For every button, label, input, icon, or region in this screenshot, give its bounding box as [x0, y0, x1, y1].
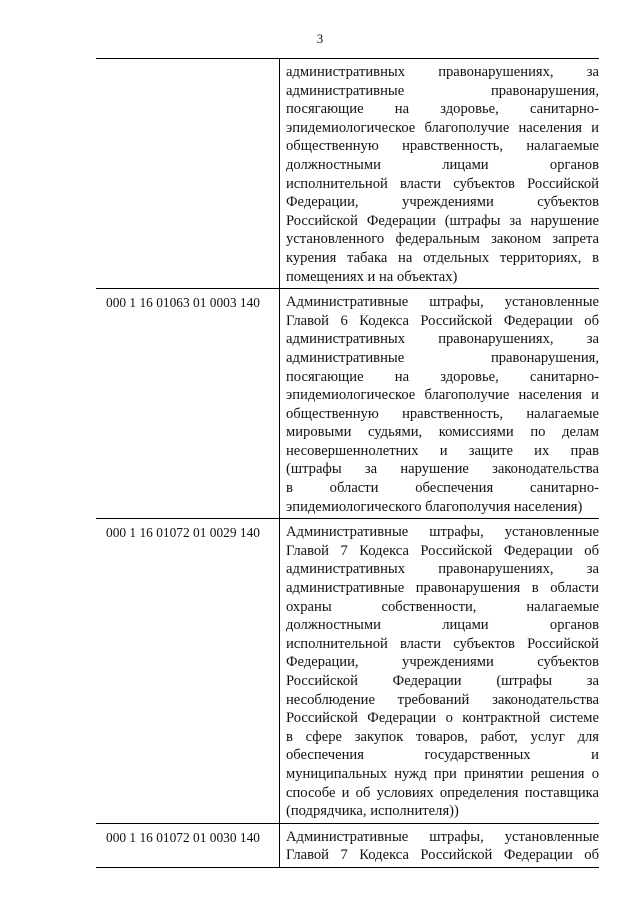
description-line: способе и об условиях определения поставщика: [286, 784, 599, 801]
description-line: административных правонарушениях, за: [286, 64, 599, 80]
table-row: [96, 519, 599, 824]
code-description: [280, 289, 599, 518]
description-line: исполнительной власти субъектов Российской: [286, 175, 599, 192]
description-line: обеспечения государственных и: [286, 747, 599, 764]
description-line: Российской Федерации о контрактной системе: [286, 710, 599, 727]
description-line: несоблюдение требований законодательства: [286, 691, 599, 708]
description-line: административные правонарушения в области: [286, 580, 599, 597]
description-line: Федерации, учреждениями субъектов: [286, 654, 599, 671]
description-line: эпидемиологического благополучия населения): [286, 498, 583, 515]
description-line: установленного федеральным законом запрета: [286, 231, 599, 248]
description-line: мировыми судьями, комиссиями по делам: [286, 424, 599, 441]
description-line: охраны собственности, налагаемые: [286, 598, 599, 615]
classification-code: 000 1 16 01072 01 0030 140: [96, 824, 280, 867]
table-row: [96, 289, 599, 519]
code-description: [280, 59, 599, 288]
budget-code-table: [96, 58, 599, 868]
description-line: должностными лицами органов: [286, 156, 599, 173]
description-line: Главой 7 Кодекса Российской Федерации об: [286, 542, 599, 559]
code-description: [280, 824, 599, 867]
description-line: административные правонарушения,: [286, 82, 599, 99]
description-line: (штрафы за нарушение законодательства: [286, 461, 599, 478]
description-line: посягающие на здоровье, санитарно-: [286, 368, 599, 385]
classification-code: 000 1 16 01072 01 0029 140: [96, 519, 280, 823]
description-line: должностными лицами органов: [286, 617, 599, 634]
description-line: эпидемиологическое благополучие населения и: [286, 119, 599, 136]
description-line: Административные штрафы, установленные: [286, 294, 599, 311]
description-line: Федерации, учреждениями субъектов: [286, 194, 599, 211]
description-line: эпидемиологическое благополучие населения и: [286, 387, 599, 404]
description-line: в сфере закупок товаров, работ, услуг для: [286, 728, 599, 745]
description-line: исполнительной власти субъектов Российской: [286, 635, 599, 652]
description-line: Главой 7 Кодекса Российской Федерации об: [286, 847, 599, 864]
description-line: несовершеннолетних и защите их прав: [286, 442, 599, 459]
classification-code: 000 1 16 01063 01 0003 140: [96, 289, 280, 518]
description-line: общественную нравственность, налагаемые: [286, 405, 599, 422]
description-line: курения табака на отдельных территориях, в: [286, 249, 599, 266]
description-line: помещениях и на объектах): [286, 268, 458, 285]
description-line: посягающие на здоровье, санитарно-: [286, 101, 599, 118]
description-line: Российской Федерации (штрафы за: [286, 673, 599, 689]
table-row: [96, 59, 599, 289]
description-line: Главой 6 Кодекса Российской Федерации об: [286, 312, 599, 329]
description-line: административных правонарушениях, за: [286, 331, 599, 348]
description-line: Российской Федерации (штрафы за нарушение: [286, 212, 599, 229]
description-line: административных правонарушениях, за: [286, 561, 599, 578]
description-line: общественную нравственность, налагаемые: [286, 138, 599, 155]
description-line: Административные штрафы, установленные: [286, 524, 599, 541]
description-line: муниципальных нужд при принятии решения о: [286, 765, 599, 782]
description-line: (подрядчика, исполнителя)): [286, 803, 459, 820]
classification-code: [96, 59, 280, 288]
code-description: [280, 519, 599, 823]
description-line: Административные штрафы, установленные: [286, 828, 599, 845]
description-line: в области обеспечения санитарно-: [286, 480, 599, 497]
table-row: [96, 824, 599, 868]
description-line: административные правонарушения,: [286, 349, 599, 366]
page-number: 3: [316, 31, 324, 46]
